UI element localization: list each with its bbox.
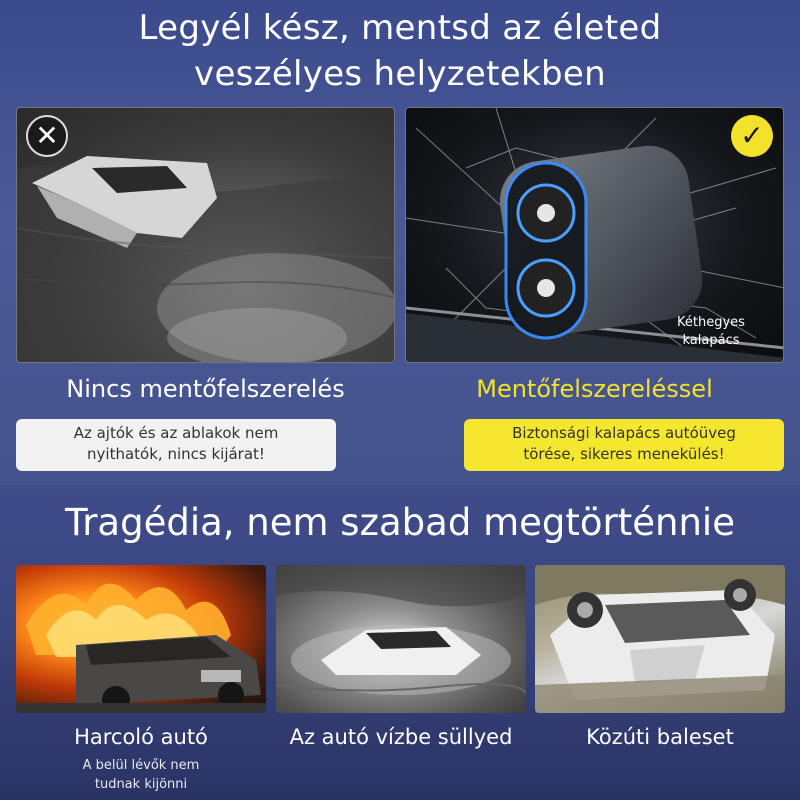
- burning-car-photo: [16, 565, 266, 713]
- sinking-car-photo: [276, 565, 526, 713]
- with-equipment-note: [464, 419, 784, 471]
- product-caption-line-1: Kéthegyes: [677, 315, 745, 330]
- check-icon: ✓: [731, 115, 773, 157]
- headline-line-1: Legyél kész, mentsd az életed: [138, 8, 662, 48]
- caption-road-accident: Közúti baleset: [586, 725, 734, 749]
- caption-sinking-car: Az autó vízbe süllyed: [289, 725, 513, 749]
- cross-icon: ✕: [26, 115, 68, 157]
- product-caption-line-2: kalapács: [682, 333, 740, 348]
- burning-car-illustration: [16, 565, 266, 713]
- crashed-car-illustration: [535, 565, 785, 713]
- no-equipment-note-line-1: Az ajtók és az ablakok nem: [73, 424, 279, 442]
- safety-hammer-photo: [405, 107, 784, 363]
- with-equipment-note-line-1: Biztonsági kalapács autóüveg: [512, 424, 736, 442]
- no-equipment-label: Nincs mentőfelszerelés: [66, 375, 345, 403]
- caption-burning-car: Harcoló autó: [74, 725, 208, 749]
- sinking-car-illustration: [276, 565, 526, 713]
- section-title: Tragédia, nem szabad megtörténnie: [65, 501, 735, 544]
- with-equipment-note-line-2: törése, sikeres menekülés!: [523, 445, 725, 463]
- crashed-car-photo: [535, 565, 785, 713]
- with-equipment-label: Mentőfelszereléssel: [476, 375, 713, 403]
- product-caption: [661, 314, 761, 350]
- submerged-car-photo: [16, 107, 395, 363]
- no-equipment-note-line-2: nyithatók, nincs kijárat!: [87, 445, 265, 463]
- submerged-car-illustration: [17, 108, 395, 363]
- burning-car-subcaption: [16, 756, 266, 794]
- headline-line-2: veszélyes helyzetekben: [194, 54, 606, 94]
- burning-car-subcaption-line-2: tudnak kijönni: [94, 777, 188, 792]
- no-equipment-note: [16, 419, 336, 471]
- burning-car-subcaption-line-1: A belül lévők nem: [82, 758, 200, 773]
